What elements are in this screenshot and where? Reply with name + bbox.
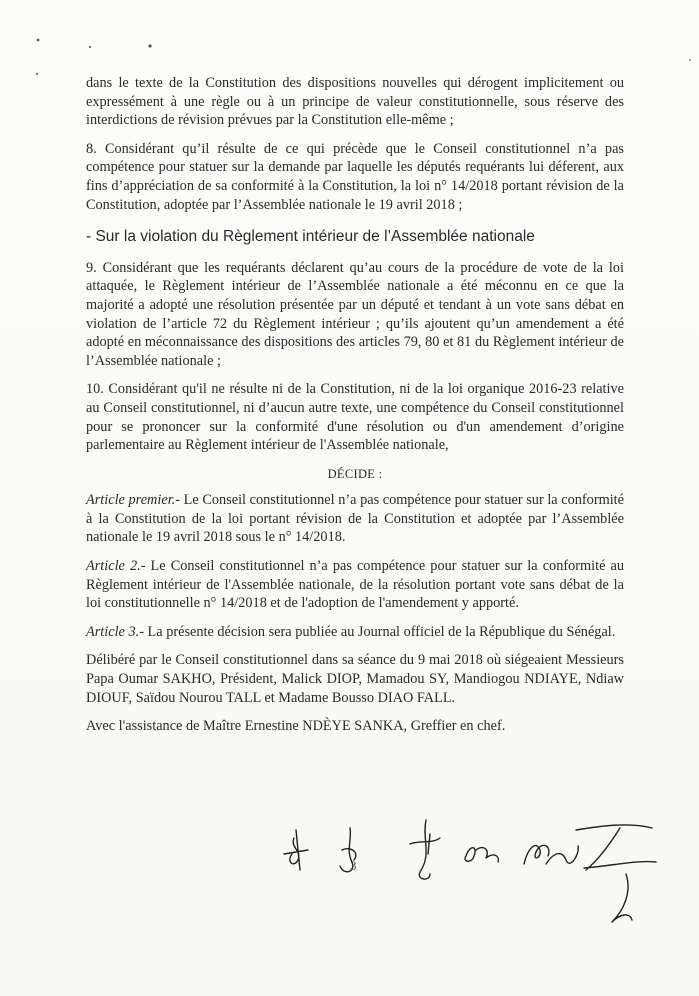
article-2 (86, 557, 624, 613)
article-3-text: - La présente décision sera publiée au Journal officiel de la République du Sénégal. (139, 623, 616, 640)
article-2-label: Article 2. (86, 558, 141, 575)
article-2-text: - Le Conseil constitutionnel n’a pas compétence pour statuer sur la conformité au Règlement intérieur de l'Assemblée nationale, de la résolution portant vote sans débat de la loi constitutionnelle n° 14/2018 et de l'adoption de l'amendement y apporté. (86, 558, 624, 612)
assistance-paragraph: Avec l'assistance de Maître Ernestine NDÈYE SANKA, Greffier en chef. (86, 718, 506, 735)
paragraph-8: 8. Considérant qu’il résulte de ce qui précède que le Conseil constitutionnel n’a pas compétence pour statuer sur la demande par laquelle les députés requérants lui déferent, aux fins d’appréciation de sa conformité à la Constitution, la loi n° 14/2018 portant révision de la Constitution, adoptée par l’Assemblée nationale le 19 avril 2018 ; (86, 140, 624, 213)
article-1-text: - Le Conseil constitutionnel n’a pas compétence pour statuer sur la conformité à la Constitution de la loi portant révision de la Constitution et adoptée par l’Assemblée nationale le 19 avril 2018 sous le n° 14/2018. (86, 492, 624, 546)
decide-heading: DÉCIDE : (327, 466, 383, 481)
document-body (86, 74, 624, 746)
article-1 (86, 491, 624, 547)
article-3 (86, 623, 624, 642)
deliberation-paragraph: Délibéré par le Conseil constitutionnel dans sa séance du 9 mai 2018 où siégeaient Messieurs Papa Oumar SAKHO, Président, Malick DIOP, Mamadou SY, Mandiogou NDIAYE, Ndiaw DIOUF, Saïdou Nourou TALL et Madame Bousso DIAO FALL. (86, 652, 624, 706)
paragraph-10: 10. Considérant qu'il ne résulte ni de la Constitution, ni de la loi organique 2016-23 relative au Conseil constitutionnel, ni d’aucun autre texte, une compétence du Conseil constitutionnel pour se prononcer sur la conformité d'une résolution ou d'un amendement d’origine parlementaire au Règlement intérieur de l'Assemblée nationale, (86, 381, 624, 454)
article-1-label: Article premier. (86, 492, 176, 509)
paragraph-9: 9. Considérant que les requérants déclarent qu’au cours de la procédure de vote de la loi attaquée, le Règlement intérieur de l’Assemblée nationale a été méconnu en ce que la majorité a adopté une résolution présentée par un député et tendant à un vote sans débat en violation de l’article 72 du Règlement intérieur ; qu’ils ajoutent qu’un amendement a été adopté en méconnaissance des dispositions des articles 79, 80 et 81 du Règlement intérieur de l’Assemblée nationale ; (86, 259, 624, 369)
page-number: 3 (350, 858, 357, 873)
section-heading: - Sur la violation du Règlement intérieur de l’Assemblée nationale (86, 228, 535, 246)
article-3-label: Article 3. (86, 623, 140, 640)
handwritten-signatures-icon (280, 810, 680, 950)
paragraph-continuation: dans le texte de la Constitution des dispositions nouvelles qui dérogent implicitement ou expressément à une règle ou à un principe de valeur constitutionnelle, sous réserve des interdictions de révision prévues par la Constitution elle-même ; (86, 75, 624, 129)
